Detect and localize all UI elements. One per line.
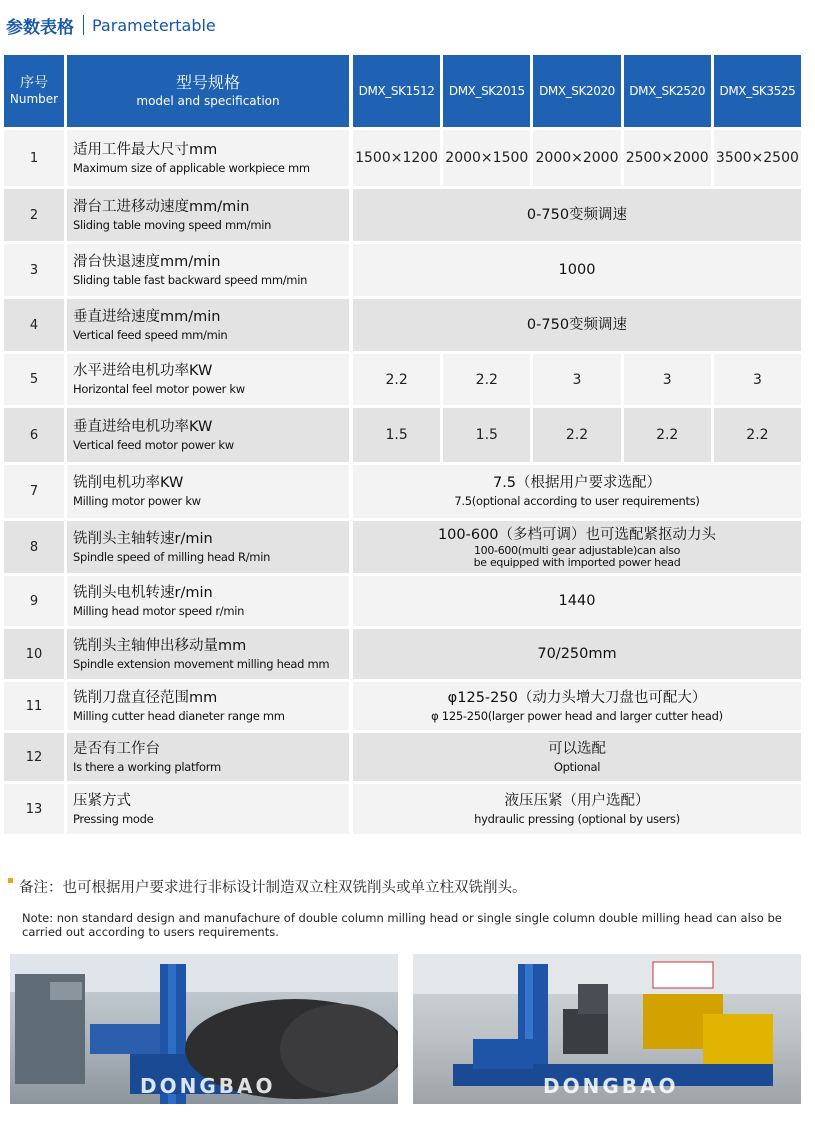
merged-value-line2: 7.5(optional according to user requirements) bbox=[454, 494, 700, 508]
spec-cn: 滑台快退速度mm/min bbox=[73, 253, 221, 270]
note-cn bbox=[8, 876, 527, 897]
page-heading bbox=[6, 12, 216, 38]
spec-cn: 铣削头主轴伸出移动量mm bbox=[73, 637, 247, 654]
spec-cn: 是否有工作台 bbox=[73, 740, 160, 757]
table-row bbox=[4, 299, 801, 351]
row-number: 7 bbox=[4, 465, 64, 518]
row-number: 1 bbox=[4, 130, 64, 186]
row-spec bbox=[67, 465, 349, 518]
spec-en: Vertical feed speed mm/min bbox=[73, 327, 228, 342]
merged-value-cell bbox=[353, 682, 801, 730]
value-cell: 3 bbox=[714, 354, 801, 405]
merged-value-line1: 1000 bbox=[558, 261, 596, 278]
merged-value-line1: φ125-250（动力头增大刀盘也可配大） bbox=[447, 689, 707, 706]
row-values bbox=[353, 733, 801, 781]
row-values bbox=[353, 299, 801, 351]
table-row bbox=[4, 733, 801, 781]
row-spec bbox=[67, 784, 349, 834]
merged-value-line1: 70/250mm bbox=[537, 645, 617, 662]
value-cell: 1.5 bbox=[353, 408, 440, 462]
row-spec bbox=[67, 576, 349, 626]
header-models bbox=[353, 55, 801, 127]
spec-cn: 压紧方式 bbox=[73, 792, 131, 809]
value-cell: 3 bbox=[624, 354, 711, 405]
row-number: 8 bbox=[4, 521, 64, 573]
merged-value-cell bbox=[353, 521, 801, 573]
table-row bbox=[4, 784, 801, 834]
value-cell: 1500×1200 bbox=[353, 130, 440, 186]
row-values bbox=[353, 130, 801, 186]
row-number: 3 bbox=[4, 244, 64, 296]
header-number-en: Number bbox=[9, 92, 59, 106]
table-row bbox=[4, 465, 801, 518]
header-spec-en: model and specification bbox=[136, 94, 280, 108]
row-number: 9 bbox=[4, 576, 64, 626]
merged-value-line1: 可以选配 bbox=[548, 740, 606, 757]
spec-cn: 适用工件最大尺寸mm bbox=[73, 141, 218, 158]
merged-value-cell bbox=[353, 244, 801, 296]
merged-value-cell bbox=[353, 784, 801, 834]
value-cell: 2000×2000 bbox=[533, 130, 620, 186]
value-cell: 3500×2500 bbox=[714, 130, 801, 186]
row-values bbox=[353, 465, 801, 518]
value-cell: 2.2 bbox=[443, 354, 530, 405]
header-spec-cn: 型号规格 bbox=[175, 73, 240, 92]
value-cell: 2.2 bbox=[353, 354, 440, 405]
merged-value-line2: hydraulic pressing (optional by users) bbox=[474, 811, 680, 826]
row-number: 10 bbox=[4, 629, 64, 679]
row-number: 12 bbox=[4, 733, 64, 781]
spec-en: Spindle extension movement milling head mm bbox=[73, 656, 330, 671]
spec-en: Milling motor power kw bbox=[73, 494, 201, 508]
row-spec bbox=[67, 682, 349, 730]
spec-cn: 垂直进给电机功率KW bbox=[73, 418, 213, 435]
merged-value-line1: 7.5（根据用户要求选配） bbox=[492, 475, 662, 491]
spec-en: Horizontal feel motor power kw bbox=[73, 382, 245, 396]
spec-en: Milling head motor speed r/min bbox=[73, 603, 245, 618]
spec-en: Sliding table moving speed mm/min bbox=[73, 217, 272, 232]
merged-value-line2: φ 125-250(larger power head and larger cutter head) bbox=[431, 708, 723, 723]
header-model: DMX_SK2020 bbox=[533, 55, 620, 127]
merged-value-cell bbox=[353, 299, 801, 351]
note-en: Note: non standard design and manufachure of double column milling head or single single column double milling head can also be carried out according to users requirements. bbox=[22, 911, 782, 939]
row-values bbox=[353, 189, 801, 241]
heading-divider bbox=[83, 15, 84, 35]
merged-value-cell bbox=[353, 629, 801, 679]
spec-en: Maximum size of applicable workpiece mm bbox=[73, 160, 310, 175]
note-marker bbox=[8, 878, 13, 883]
row-spec bbox=[67, 408, 349, 462]
table-row bbox=[4, 576, 801, 626]
row-number: 6 bbox=[4, 408, 64, 462]
spec-cn: 垂直进给速度mm/min bbox=[73, 308, 221, 325]
machine-photo-right bbox=[413, 954, 801, 1104]
heading-cn: 参数表格 bbox=[6, 17, 74, 38]
value-cell: 1.5 bbox=[443, 408, 530, 462]
merged-value-cell bbox=[353, 189, 801, 241]
spec-cn: 水平进给电机功率KW bbox=[73, 363, 213, 379]
row-values bbox=[353, 784, 801, 834]
row-spec bbox=[67, 130, 349, 186]
merged-value-line2: Optional bbox=[553, 759, 601, 774]
row-spec bbox=[67, 733, 349, 781]
spec-en: Vertical feed motor power kw bbox=[73, 437, 234, 452]
row-number: 2 bbox=[4, 189, 64, 241]
row-spec bbox=[67, 244, 349, 296]
merged-value-line1: 液压压紧（用户选配） bbox=[504, 792, 650, 809]
table-row bbox=[4, 521, 801, 573]
parameter-table bbox=[4, 55, 801, 837]
row-number: 4 bbox=[4, 299, 64, 351]
row-number: 5 bbox=[4, 354, 64, 405]
machine-photo-left bbox=[10, 954, 398, 1104]
header-number-cn: 序号 bbox=[20, 75, 48, 91]
merged-value-cell bbox=[353, 733, 801, 781]
row-values bbox=[353, 521, 801, 573]
value-cell: 2000×1500 bbox=[443, 130, 530, 186]
spec-en: Sliding table fast backward speed mm/min bbox=[73, 272, 308, 287]
header-model: DMX_SK1512 bbox=[353, 55, 440, 127]
photo-watermark-right: DONGBAO bbox=[543, 1074, 679, 1098]
row-values bbox=[353, 354, 801, 405]
table-row bbox=[4, 408, 801, 462]
header-spec bbox=[67, 55, 349, 127]
value-cell: 3 bbox=[533, 354, 620, 405]
merged-value-line3: be equipped with imported power head bbox=[473, 555, 681, 569]
header-model: DMX_SK3525 bbox=[714, 55, 801, 127]
table-row bbox=[4, 189, 801, 241]
table-row bbox=[4, 682, 801, 730]
table-header-row bbox=[4, 55, 801, 127]
spec-cn: 铣削头电机转速r/min bbox=[73, 584, 213, 601]
header-model: DMX_SK2015 bbox=[443, 55, 530, 127]
merged-value-line1: 0-750变频调速 bbox=[526, 316, 628, 333]
heading-en: Parametertable bbox=[92, 15, 216, 35]
table-row bbox=[4, 130, 801, 186]
merged-value-line1: 1440 bbox=[558, 592, 596, 609]
row-values bbox=[353, 629, 801, 679]
spec-cn: 铣削电机功率KW bbox=[73, 475, 184, 491]
table-row bbox=[4, 244, 801, 296]
value-cell: 2.2 bbox=[714, 408, 801, 462]
spec-cn: 铣削头主轴转速r/min bbox=[73, 530, 213, 547]
spec-en: Is there a working platform bbox=[73, 759, 221, 774]
spec-cn: 滑台工进移动速度mm/min bbox=[73, 198, 250, 215]
row-values bbox=[353, 408, 801, 462]
table-row bbox=[4, 354, 801, 405]
row-values bbox=[353, 682, 801, 730]
row-spec bbox=[67, 299, 349, 351]
spec-en: Spindle speed of milling head R/min bbox=[73, 549, 271, 564]
row-spec bbox=[67, 521, 349, 573]
note-cn-text: 备注：也可根据用户要求进行非标设计制造双立柱双铣削头或单立柱双铣削头。 bbox=[19, 880, 527, 896]
value-cell: 2.2 bbox=[624, 408, 711, 462]
spec-en: Milling cutter head dianeter range mm bbox=[73, 708, 285, 723]
merged-value-cell bbox=[353, 465, 801, 518]
merged-value-line2: 100-600(multi gear adjustable)can also bbox=[473, 543, 681, 557]
spec-en: Pressing mode bbox=[73, 811, 154, 826]
row-values bbox=[353, 244, 801, 296]
row-spec bbox=[67, 354, 349, 405]
merged-value-cell bbox=[353, 576, 801, 626]
merged-value-line1: 100-600（多档可调）也可选配紧抠动力头 bbox=[437, 526, 717, 543]
value-cell: 2.2 bbox=[533, 408, 620, 462]
row-number: 13 bbox=[4, 784, 64, 834]
table-row bbox=[4, 629, 801, 679]
row-number: 11 bbox=[4, 682, 64, 730]
photo-watermark-left: DONGBAO bbox=[140, 1074, 276, 1098]
spec-cn: 铣削刀盘直径范围mm bbox=[73, 689, 218, 706]
row-spec bbox=[67, 189, 349, 241]
row-spec bbox=[67, 629, 349, 679]
merged-value-line1: 0-750变频调速 bbox=[526, 206, 628, 223]
header-number bbox=[4, 55, 64, 127]
value-cell: 2500×2000 bbox=[624, 130, 711, 186]
row-values bbox=[353, 576, 801, 626]
header-model: DMX_SK2520 bbox=[624, 55, 711, 127]
